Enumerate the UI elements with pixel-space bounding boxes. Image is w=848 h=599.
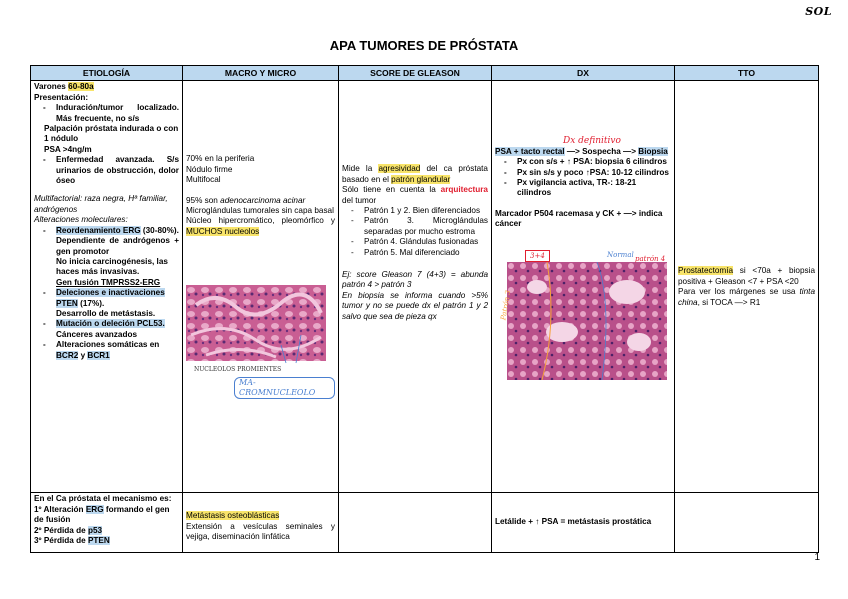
gleason-text: Mide la bbox=[342, 164, 373, 174]
gen-fusion-text: Gen fusión TMPRSS2-ERG bbox=[56, 277, 161, 287]
y-text: y bbox=[80, 350, 86, 360]
dx-item: - Px vigilancia activa, TR-: 18-21 cilindros bbox=[517, 178, 671, 199]
hand-note-macro: MA-CROMNUCLEOLO bbox=[234, 377, 335, 400]
header-macro: MACRO Y MICRO bbox=[183, 66, 339, 81]
macro-line: Nódulo firme bbox=[186, 164, 233, 174]
tto-toca: , si TOCA —> R1 bbox=[697, 297, 761, 307]
psa-line: PSA + tacto rectal bbox=[495, 146, 565, 156]
dx-row2-text: Letálide + ↑ PSA = metástasis prostática bbox=[495, 517, 652, 527]
etiologia-cell bbox=[31, 81, 183, 493]
dx-arrow: —> Sospecha —> bbox=[566, 146, 636, 156]
gleason-pattern: - Patrón 1 y 2. Bien diferenciados bbox=[364, 206, 488, 216]
presentacion-label: Presentación: bbox=[34, 92, 89, 102]
deleciones-pten: Deleciones e inactivaciones PTEN bbox=[56, 288, 165, 308]
mecanismo-l2: 2º Pérdida de bbox=[34, 525, 86, 535]
macro-line: 95% son bbox=[186, 195, 218, 205]
dx-cell bbox=[492, 81, 675, 493]
arquitectura-red: arquitectura bbox=[440, 185, 488, 195]
mecanismo-pten: PTEN bbox=[87, 536, 110, 546]
gleason-biopsia: En biopsia se informa cuando >5% tumor y no se puede dx el patrón 1 y 2 salvo que sea de pieza qx bbox=[342, 290, 488, 321]
extension-text: Extensión a vesículas seminales y vejiga, diseminación linfática bbox=[186, 521, 335, 542]
brca2: BCR2 bbox=[56, 350, 79, 360]
mutacion-text: Mutación o deleción PCL53. bbox=[56, 319, 165, 329]
gleason-text: del tumor bbox=[342, 195, 377, 205]
page-title: APA TUMORES DE PRÓSTATA bbox=[329, 38, 519, 53]
dx-item: - Px sin s/s y poco ↑PSA: 10-12 cilindros bbox=[517, 168, 671, 178]
header-tto: TTO bbox=[675, 66, 819, 81]
histology-svg-macro bbox=[186, 285, 326, 377]
summary-table bbox=[30, 65, 819, 553]
metastasis-cell bbox=[183, 493, 339, 553]
tto-cell bbox=[675, 81, 819, 493]
pres-item: PSA >4ng/m bbox=[44, 144, 92, 154]
mecanismo-intro: En el Ca próstata el mecanismo es: bbox=[34, 494, 172, 504]
dx-item: - Px con s/s + ↑ PSA: biopsia 6 cilindros bbox=[517, 157, 671, 167]
mecanismo-erg: ERG bbox=[85, 504, 104, 514]
mecanismo-l1: 1º Alteración bbox=[34, 504, 84, 514]
img-label-normal: Normal bbox=[607, 250, 634, 259]
pres-item: - Enfermedad avanzada. S/s urinarios de obstrucción, dolor óseo bbox=[56, 155, 179, 186]
muchos-nucleolos: MUCHOS nucleolos bbox=[186, 226, 260, 236]
varones-prefix: Varones bbox=[34, 82, 66, 92]
gleason-cell bbox=[339, 81, 492, 493]
img-label-3plus4: 3+4 bbox=[525, 250, 550, 262]
tto-text: si <70a + biopsia positiva + Gleason <7 + PSA <20 bbox=[678, 266, 815, 286]
main-row bbox=[31, 81, 819, 493]
macro-line: Multifocal bbox=[186, 175, 221, 185]
histology-svg-dx bbox=[507, 262, 667, 380]
mecanismo-l3: 3º Pérdida de bbox=[34, 536, 86, 546]
deleciones-pct: (17%). bbox=[80, 298, 105, 308]
hand-note-dx: Dx definitivo bbox=[563, 136, 621, 147]
brca1: BCR1 bbox=[87, 350, 110, 360]
no-inicia-text: No inicia carcinogénesis, las haces más invasivas. bbox=[56, 256, 168, 277]
patron-glandular-highlight: patrón glandular bbox=[391, 174, 451, 184]
agresividad-highlight: agresividad bbox=[378, 164, 421, 174]
somaticas-text: Alteraciones somáticas en bbox=[56, 340, 160, 350]
mecanismo-cell bbox=[31, 493, 183, 553]
macro-line: Microglándulas tumorales sin capa basal bbox=[186, 206, 334, 216]
multifactorial-text: Multifactorial: raza negra, Hª familiar, andrógenos bbox=[34, 194, 168, 214]
gleason-text: Sólo tiene en cuenta la bbox=[342, 185, 436, 195]
histology-image-macro bbox=[186, 285, 335, 399]
corner-tag: SOL bbox=[805, 5, 832, 18]
gleason-pattern: - Patrón 4. Glándulas fusionadas bbox=[364, 237, 488, 247]
header-gleason: SCORE DE GLEASON bbox=[339, 66, 492, 81]
mutacion-rest: Cánceres avanzados bbox=[56, 329, 138, 339]
second-row bbox=[31, 493, 819, 553]
empty-tto-cell bbox=[675, 493, 819, 553]
pres-item: - Induración/tumor localizado. Más frecuente, no s/s bbox=[56, 103, 179, 124]
header-row bbox=[31, 66, 819, 81]
macro-line: 70% en la periferia bbox=[186, 154, 255, 164]
metastasis-highlight: Metástasis osteoblásticas bbox=[186, 511, 280, 521]
dependiente-text: Dependiente de andrógenos + gen promotor bbox=[56, 236, 179, 256]
img-label-patron4: patrón 4 bbox=[635, 254, 666, 263]
gleason-pattern: - Patrón 5. Mal diferenciado bbox=[364, 248, 488, 258]
dx-row2-cell bbox=[492, 493, 675, 553]
tto-margenes: Para ver los márgenes se usa bbox=[678, 287, 796, 297]
macro-italic: adenocarcinoma acinar bbox=[220, 195, 306, 205]
reordenamiento-pct: (30-80%). bbox=[142, 225, 179, 235]
pres-item: Palpación próstata indurada o con 1 nódulo bbox=[44, 124, 179, 144]
mecanismo-p53: p53 bbox=[87, 525, 103, 535]
mecanismo-l1-suffix: formando el gen de fusión bbox=[34, 504, 170, 525]
reordenamiento-erg: Reordenamiento ERG bbox=[56, 225, 141, 235]
page-number: 1 bbox=[814, 552, 820, 563]
header-etiologia: ETIOLOGÍA bbox=[31, 66, 183, 81]
header-dx: DX bbox=[492, 66, 675, 81]
empty-gleason-cell bbox=[339, 493, 492, 553]
marcador-text: Marcador P504 racemasa y CK + —> indica cáncer bbox=[495, 208, 663, 229]
biopsia-label: Biopsia bbox=[638, 146, 668, 156]
macro-cell bbox=[183, 81, 339, 493]
prostatectomia-highlight: Prostatectomía bbox=[678, 266, 734, 276]
img-label-patron3: Patrón 3 bbox=[499, 289, 513, 321]
desarrollo-text: Desarrollo de metástasis. bbox=[56, 308, 156, 318]
macro-line: Núcleo hipercromático, pleomórfico y bbox=[186, 216, 335, 226]
varones-age: 60-80a bbox=[68, 82, 94, 92]
gleason-example: Ej: score Gleason 7 (4+3) = abunda patrón 4 > patrón 3 bbox=[342, 270, 488, 290]
alteraciones-label: Alteraciones moleculares: bbox=[34, 215, 128, 225]
tto-tinta: tinta china bbox=[678, 287, 816, 307]
gleason-text: del ca próstata basado en el bbox=[342, 164, 488, 184]
gleason-pattern: - Patrón 3. Microglándulas separadas por mucho estroma bbox=[364, 216, 488, 237]
histo-caption: NUCLEOLOS PROMIENTES bbox=[194, 366, 282, 374]
histology-image-dx bbox=[495, 250, 671, 378]
